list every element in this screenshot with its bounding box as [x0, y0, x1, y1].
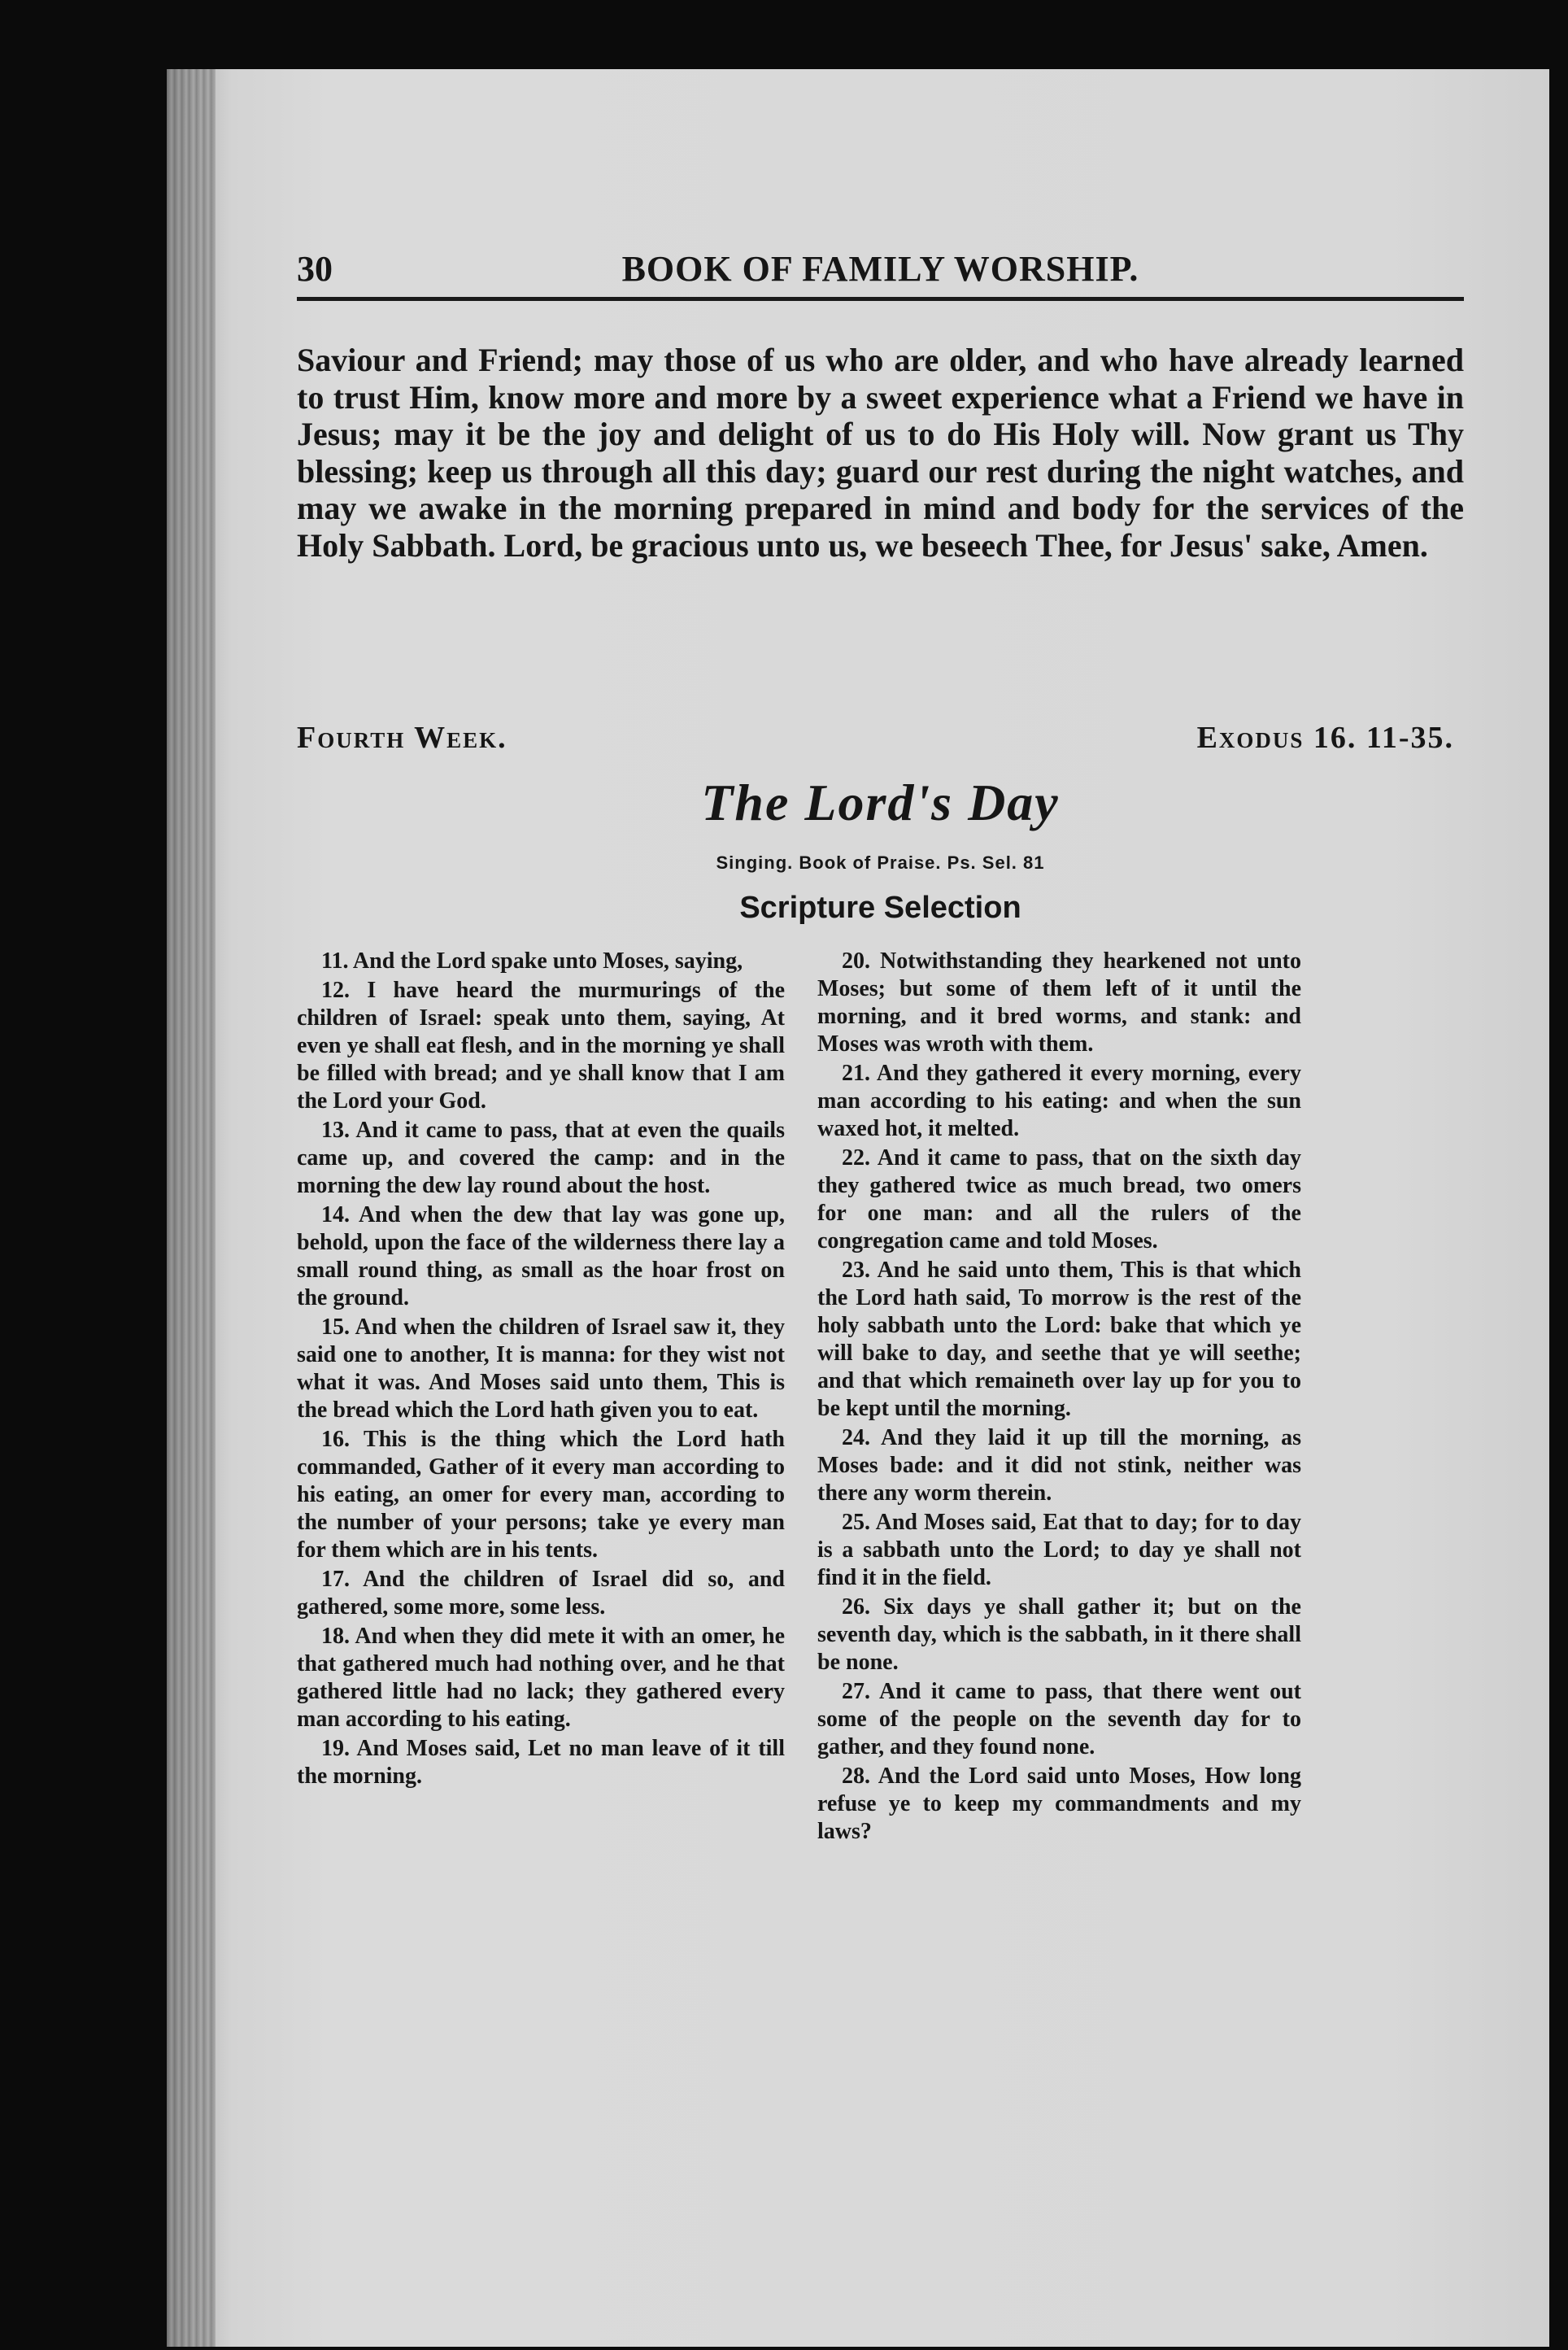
section-heading: Scripture Selection — [739, 891, 1021, 925]
scripture-verse: 22. And it came to pass, that on the sixth day they gathered twice as much bread, two omers for one man: and all the rulers of the congregation came and told Moses. — [817, 1145, 1301, 1253]
page-header — [297, 248, 1464, 301]
scripture-verse: 21. And they gathered it every morning, every man according to his eating: and when the sun waxed hot, it melted. — [817, 1061, 1301, 1141]
prayer-paragraph — [297, 342, 1464, 564]
lesson-title: The Lord's Day — [701, 774, 1060, 831]
scripture-verse: 26. Six days ye shall gather it; but on the seventh day, which is the sabbath, in it there shall be none. — [817, 1594, 1301, 1675]
scripture-verse: 24. And they laid it up till the morning, as Moses bade: and it did not stink, neither was there any worm therein. — [817, 1425, 1301, 1506]
scripture-verse: 25. And Moses said, Eat that to day; for to day is a sabbath unto the Lord; to day ye shall not find it in the field. — [817, 1510, 1301, 1590]
scripture-column-left — [297, 948, 785, 1792]
scripture-verse: 17. And the children of Israel did so, and gathered, some more, some less. — [297, 1567, 785, 1620]
scripture-verse: 16. This is the thing which the Lord hath commanded, Gather of it every man according to his eating, an omer for every man, according to the number of your persons; take ye every man for them which are in his tents. — [297, 1427, 785, 1563]
scripture-verse: 18. And when they did mete it with an omer, he that gathered much had nothing over, and he that gathered little had no lack; they gathered every man according to his eating. — [297, 1624, 785, 1732]
scripture-verse: 11. And the Lord spake unto Moses, saying, — [321, 948, 743, 974]
scripture-reference: Exodus 16. 11-35. — [1196, 721, 1454, 755]
scripture-column-right — [817, 948, 1301, 1847]
scripture-verse: 20. Notwithstanding they hearkened not unto Moses; but some of them left of it until the morning, and it bred worms, and stank: and Moses was wroth with them. — [817, 948, 1301, 1057]
page-edge-shadow — [167, 69, 216, 2347]
scripture-verse: 23. And he said unto them, This is that which the Lord hath said, To morrow is the rest of the holy sabbath unto the Lord: bake that which ye will bake to day, and seethe that ye will seethe; and that which remaineth over lay up for you to be kept until the morning. — [817, 1258, 1301, 1421]
scripture-verse: 19. And Moses said, Let no man leave of it till the morning. — [297, 1736, 785, 1789]
scripture-verse: 28. And the Lord said unto Moses, How long refuse ye to keep my commandments and my laws? — [817, 1764, 1301, 1844]
running-title: BOOK OF FAMILY WORSHIP. — [621, 249, 1139, 289]
week-label: Fourth Week. — [297, 721, 507, 755]
page-number: 30 — [297, 249, 333, 289]
scripture-verse: 27. And it came to pass, that there went out some of the people on the seventh day for to gather, and they found none. — [817, 1679, 1301, 1759]
singing-note: Singing. Book of Praise. Ps. Sel. 81 — [716, 852, 1045, 873]
scripture-verse: 12. I have heard the murmurings of the children of Israel: speak unto them, saying, At even ye shall eat flesh, and in the morning ye shall be filled with bread; and ye shall know that I am the Lord your God. — [297, 978, 785, 1114]
scripture-verse: 13. And it came to pass, that at even the quails came up, and covered the camp: and in the morning the dew lay round about the host. — [297, 1118, 785, 1198]
prayer-text: Saviour and Friend; may those of us who are older, and who have already learned to trust Him, know more and more by a sweet experience what a Friend we have in Jesus; may it be the joy and delight of us to do His Holy will. Now grant us Thy blessing; keep us through all this day; guard our rest during the night watches, and may we awake in the morning prepared in mind and body for the services of the Holy Sabbath. Lord, be gracious unto us, we beseech Thee, for Jesus' sake, Amen. — [297, 342, 1464, 564]
scripture-verse: 15. And when the children of Israel saw it, they said one to another, It is manna: for they wist not what it was. And Moses said unto them, This is the bread which the Lord hath given you to eat. — [297, 1315, 785, 1423]
scripture-verse: 14. And when the dew that lay was gone up, behold, upon the face of the wilderness there lay a small round thing, as small as the hoar frost on the ground. — [297, 1202, 785, 1310]
